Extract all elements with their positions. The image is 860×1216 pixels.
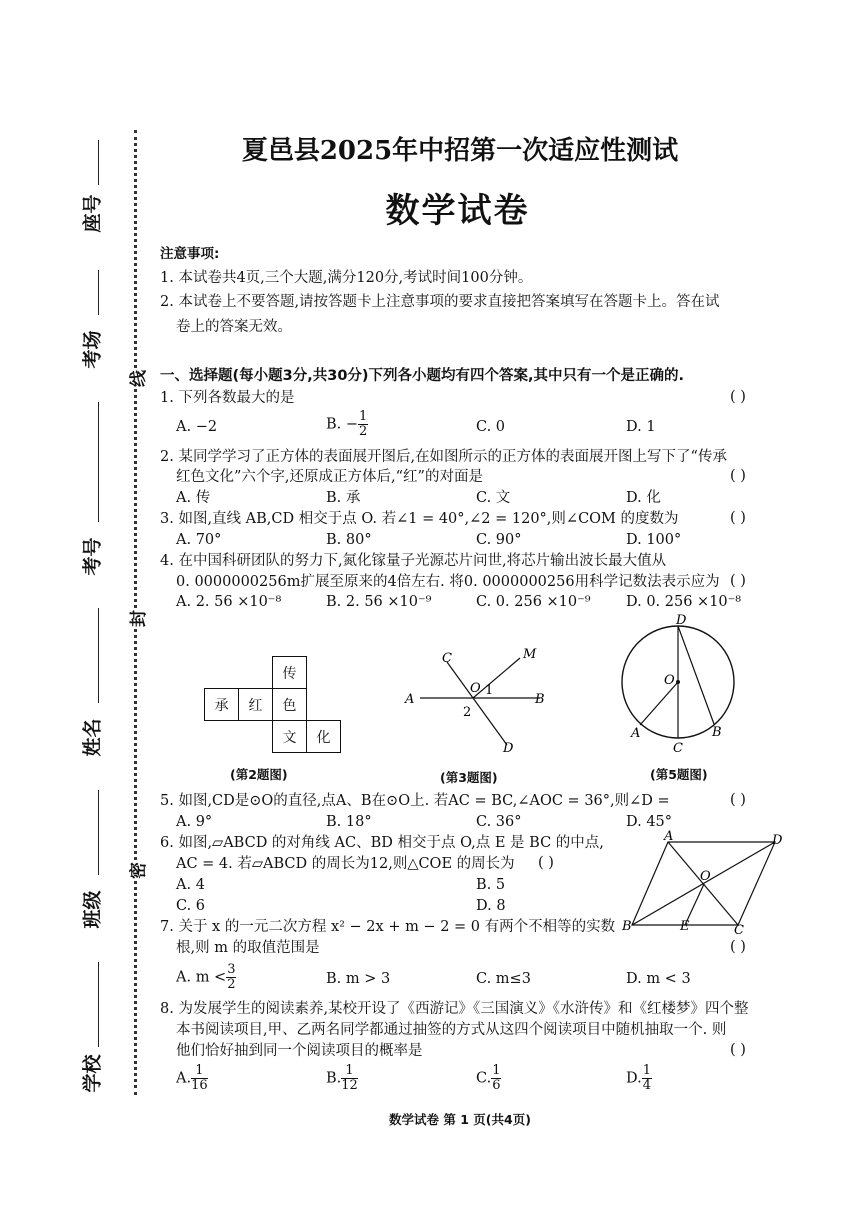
- school-label: 学校: [81, 1054, 104, 1093]
- fig5-center-dot: [676, 680, 680, 684]
- fig6-label-a: A: [664, 830, 674, 844]
- q3-option-c: C. 90°: [476, 532, 522, 548]
- net-cell-wen: 文: [273, 721, 307, 753]
- fig3-caption: (第3题图): [440, 770, 498, 785]
- q7-option-d: D. m < 3: [626, 971, 691, 987]
- exam-no-label: 考号: [81, 537, 104, 576]
- q4-option-a: A. 2. 56 ×10⁻⁸: [176, 594, 282, 610]
- fig5-label-d: D: [676, 613, 687, 628]
- fig5-diagram: [618, 612, 748, 757]
- q2-option-b: B. 承: [326, 490, 361, 506]
- q2-option-c: C. 文: [476, 490, 511, 506]
- fig3-diagram: [395, 640, 565, 760]
- fig3-line-cd: [447, 662, 507, 745]
- fig3-label-1: 1: [485, 683, 494, 698]
- fig3-label-a: A: [405, 692, 415, 707]
- fig5-label-c: C: [673, 741, 683, 756]
- q8-c-denominator: 6: [492, 1078, 501, 1093]
- q5-option-d: D. 45°: [626, 814, 673, 830]
- room-line: [98, 270, 99, 315]
- q6-option-a: A. 4: [176, 877, 205, 893]
- q7-a-denominator: 2: [227, 977, 236, 992]
- q1-option-d: D. 1: [626, 419, 656, 435]
- fig3-label-m: M: [523, 647, 537, 662]
- q3-option-d: D. 100°: [626, 532, 682, 548]
- q8-option-c-prefix: C.: [476, 1070, 492, 1087]
- fig5-chord-db: [678, 626, 714, 724]
- notes-item-1: 1. 本试卷共4页,三个大题,满分120分,考试时间100分钟。: [160, 270, 533, 286]
- fig5-label-b: B: [712, 725, 722, 740]
- q7-stem-2: 根,则 m 的取值范围是: [176, 940, 320, 956]
- seat-label: 座号: [81, 194, 104, 233]
- q8-stem-2: 本书阅读项目,甲、乙两名同学都通过抽签的方式从这四个阅读项目中随机抽取一个. 则: [176, 1022, 727, 1038]
- q5-option-c: C. 36°: [476, 814, 522, 830]
- fig5-label-a: A: [631, 726, 641, 741]
- seal-close-char: 密: [124, 862, 149, 879]
- q4-stem-1: 4. 在中国科研团队的努力下,氮化镓量子光源芯片问世,将芯片输出波长最大值从: [160, 553, 667, 569]
- q4-stem-2: 0. 0000000256m扩展至原来的4倍左右. 将0. 0000000256用科学记数法表示应为: [176, 574, 720, 590]
- fig3-label-o: O: [470, 681, 481, 696]
- fig6-diagram: [620, 830, 790, 935]
- fig3-label-c: C: [442, 651, 452, 666]
- net-cell-cheng: 承: [205, 689, 239, 721]
- q3-stem: 3. 如图,直线 AB,CD 相交于点 O. 若∠1 = 40°,∠2 = 120°,则∠COM 的度数为: [160, 511, 679, 527]
- notes-heading: 注意事项:: [160, 246, 220, 262]
- class-line: [98, 790, 99, 875]
- q5-option-a: A. 9°: [176, 814, 213, 830]
- q2-stem-1: 2. 某同学学习了正方体的表面展开图后,在如图所示的正方体的表面展开图上写下了“传承: [160, 449, 727, 465]
- q4-option-c: C. 0. 256 ×10⁻⁹: [476, 594, 591, 610]
- notes-item-2a: 2. 本试卷上不要答题,请按答题卡上注意事项的要求直接把答案填写在答题卡上。答在试: [160, 294, 720, 310]
- q2-option-d: D. 化: [626, 490, 661, 506]
- q1-stem: 1. 下列各数最大的是: [160, 390, 295, 406]
- q8-option-a-fraction: [191, 1064, 208, 1093]
- q3-option-a: A. 70°: [176, 532, 222, 548]
- fig6-label-b: B: [622, 919, 632, 934]
- q8-option-d: [626, 1064, 652, 1093]
- seal-line-char: 线: [124, 370, 149, 387]
- q8-a-denominator: 16: [191, 1078, 208, 1093]
- q6-stem-2: AC = 4. 若▱ABCD 的周长为12,则△COE 的周长为: [176, 856, 515, 872]
- fig5-label-o: O: [664, 673, 675, 688]
- q8-answer-paren: ( ): [730, 1042, 746, 1058]
- q8-option-a: [176, 1064, 208, 1093]
- fig3-label-2: 2: [463, 705, 472, 720]
- q1-b-denominator: 2: [359, 424, 368, 439]
- q7-option-a-prefix: A. m <: [176, 969, 227, 986]
- q5-stem: 5. 如图,CD是⊙O的直径,点A、B在⊙O上. 若AC = BC,∠AOC = 36°,则∠D =: [160, 793, 670, 809]
- notes-item-2b: 卷上的答案无效。: [176, 319, 292, 335]
- q7-option-c: C. m≤3: [476, 971, 531, 987]
- q8-b-numerator: 1: [341, 1064, 358, 1079]
- net-cell-se: 色: [273, 689, 307, 721]
- school-line: [98, 962, 99, 1047]
- q6-answer-paren: ( ): [538, 855, 554, 871]
- q6-option-d: D. 8: [476, 898, 506, 914]
- fig6-label-c: C: [734, 923, 744, 935]
- q6-option-b: B. 5: [476, 877, 506, 893]
- q1-option-b-fraction: [358, 410, 368, 439]
- q8-option-c-fraction: [491, 1064, 501, 1093]
- q8-c-numerator: 1: [492, 1063, 501, 1078]
- name-label: 姓名: [81, 718, 104, 757]
- q1-option-b: [326, 410, 368, 439]
- q8-stem-1: 8. 为发展学生的阅读素养,某校开设了《西游记》《三国演义》《水浒传》和《红楼梦》四个整: [160, 1001, 749, 1017]
- net-cell-hua: 化: [307, 721, 341, 753]
- section-1-heading: 一、选择题(每小题3分,共30分)下列各小题均有四个答案,其中只有一个是正确的.: [160, 368, 685, 384]
- q3-option-b: B. 80°: [326, 532, 372, 548]
- q8-option-a-prefix: A.: [176, 1070, 192, 1087]
- q7-answer-paren: ( ): [730, 939, 746, 955]
- q8-a-numerator: 1: [191, 1064, 208, 1079]
- q1-answer-paren: ( ): [730, 389, 746, 405]
- exam-subtitle: 数学试卷: [385, 191, 530, 231]
- q8-d-denominator: 4: [642, 1078, 651, 1093]
- q2-stem-2: 红色文化”六个字,还原成正方体后,“红”的对面是: [176, 469, 483, 485]
- q7-option-b: B. m > 3: [326, 971, 391, 987]
- class-label: 班级: [81, 890, 104, 929]
- exam-no-line: [98, 402, 99, 522]
- q4-option-d: D. 0. 256 ×10⁻⁸: [626, 594, 742, 610]
- q4-answer-paren: ( ): [730, 573, 746, 589]
- q7-a-numerator: 3: [227, 962, 236, 977]
- q7-stem-1: 7. 关于 x 的一元二次方程 x² − 2x + m − 2 = 0 有两个不相等的实数: [160, 919, 616, 935]
- q8-option-d-fraction: [642, 1064, 652, 1093]
- exam-title: 夏邑县2025年中招第一次适应性测试: [241, 136, 679, 166]
- q4-option-b: B. 2. 56 ×10⁻⁹: [326, 594, 432, 610]
- q3-answer-paren: ( ): [730, 510, 746, 526]
- seal-seal-char: 封: [124, 610, 149, 627]
- q5-option-b: B. 18°: [326, 814, 372, 830]
- q1-option-a: A. −2: [176, 419, 218, 435]
- q6-option-c: C. 6: [176, 898, 206, 914]
- net-cell-chuan: 传: [273, 657, 307, 689]
- fig6-label-d: D: [772, 833, 783, 848]
- q1-option-b-prefix: B. −: [326, 416, 359, 433]
- q6-stem-1: 6. 如图,▱ABCD 的对角线 AC、BD 相交于点 O,点 E 是 BC 的中点,: [160, 835, 604, 851]
- q8-option-c: [476, 1064, 501, 1093]
- name-line: [98, 608, 99, 703]
- q8-option-d-prefix: D.: [626, 1070, 642, 1087]
- page-footer: 数学试卷 第 1 页(共4页): [389, 1112, 531, 1127]
- q8-b-denominator: 12: [341, 1078, 358, 1093]
- q2-option-a: A. 传: [176, 490, 211, 506]
- fig2-caption: (第2题图): [230, 767, 288, 782]
- fig3-label-b: B: [535, 692, 545, 707]
- q1-b-numerator: 1: [359, 409, 368, 424]
- q2-answer-paren: ( ): [730, 468, 746, 484]
- fig5-radius-oa: [640, 682, 678, 725]
- fig6-label-o: O: [700, 869, 711, 884]
- q1-option-c: C. 0: [476, 419, 506, 435]
- q8-option-b: [326, 1064, 358, 1093]
- net-cell-hong: 红: [239, 689, 273, 721]
- fig5-caption: (第5题图): [650, 767, 708, 782]
- fig2-cube-net: [204, 656, 341, 753]
- q7-option-a: [176, 963, 236, 992]
- q8-option-b-fraction: [341, 1064, 358, 1093]
- q8-option-b-prefix: B.: [326, 1070, 342, 1087]
- q7-option-a-fraction: [226, 963, 236, 992]
- fig6-label-e: E: [680, 919, 690, 934]
- q5-answer-paren: ( ): [730, 792, 746, 808]
- q8-stem-3: 他们恰好抽到同一个阅读项目的概率是: [176, 1043, 423, 1059]
- fig3-label-d: D: [503, 741, 514, 756]
- room-label: 考场: [81, 330, 104, 369]
- q8-d-numerator: 1: [642, 1063, 651, 1078]
